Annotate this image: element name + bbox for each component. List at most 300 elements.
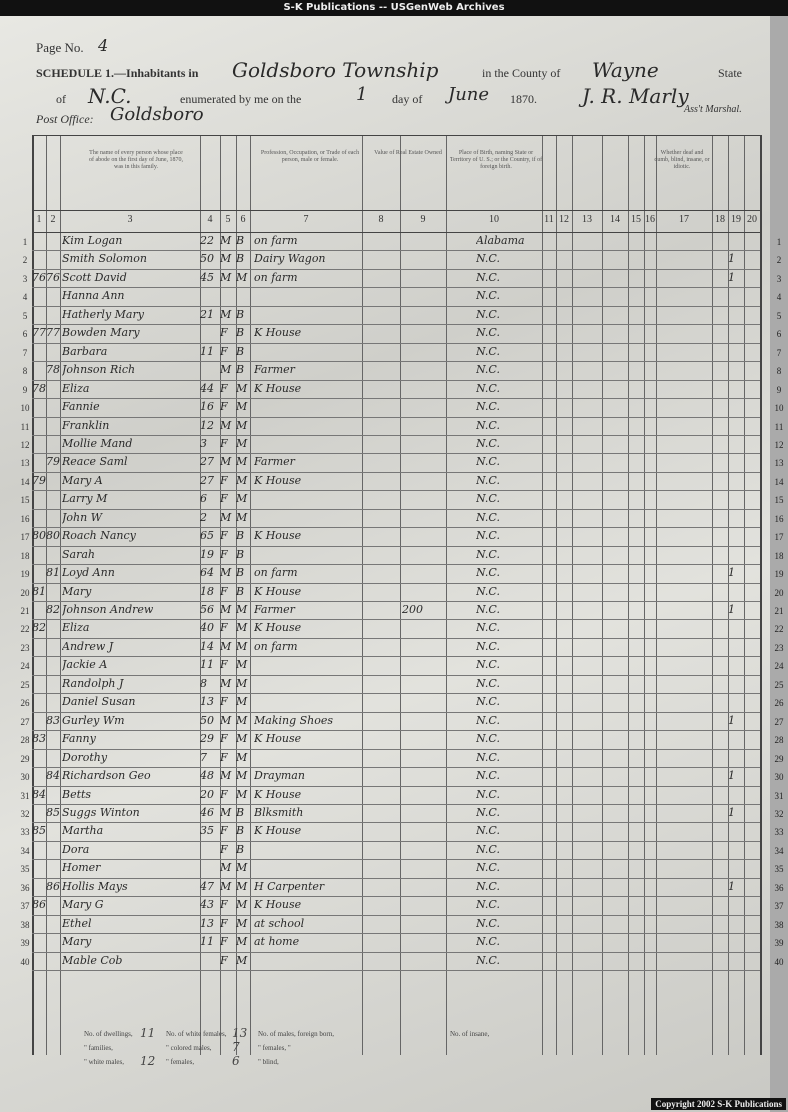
person-name: Richardson Geo <box>62 769 151 783</box>
person-name: Daniel Susan <box>62 695 136 709</box>
family-number: 84 <box>46 769 60 783</box>
adjacent-row-number: 27 <box>774 716 784 727</box>
grid-row-line <box>32 730 760 731</box>
person-name: Scott David <box>62 270 127 284</box>
person-name: Sarah <box>62 547 95 561</box>
row-number: 35 <box>20 864 30 875</box>
grid-row-line <box>32 841 760 842</box>
birthplace: N.C. <box>476 658 500 672</box>
column-number: 17 <box>679 214 689 225</box>
grid-row-line <box>32 952 760 953</box>
footer-families-label: " families, <box>84 1044 113 1052</box>
adjacent-row-number: 15 <box>774 495 784 506</box>
family-number: 77 <box>46 326 60 340</box>
birthplace: N.C. <box>476 676 500 690</box>
grid-row-line <box>32 380 760 381</box>
grid-row-line <box>32 859 760 860</box>
occupation: Farmer <box>254 603 295 616</box>
person-name: Mollie Mand <box>62 436 133 450</box>
birthplace: N.C. <box>476 603 500 616</box>
person-name: Reace Saml <box>62 455 128 469</box>
person-name: Eliza <box>62 621 90 635</box>
row-number: 9 <box>22 384 28 395</box>
grid-row-line <box>32 564 760 565</box>
age: 50 <box>200 713 214 727</box>
row-number: 7 <box>22 347 28 358</box>
birthplace: N.C. <box>476 547 500 561</box>
sex: F <box>220 584 228 598</box>
age: 19 <box>200 547 214 561</box>
dwelling-number: 80 <box>32 529 46 543</box>
real-estate-value: 200 <box>402 603 423 616</box>
occupation: K House <box>254 473 302 487</box>
grid-row-line <box>32 324 760 325</box>
age: 6 <box>200 492 207 506</box>
birthplace: N.C. <box>476 935 500 949</box>
sex: F <box>220 658 228 672</box>
family-number: 83 <box>46 713 60 727</box>
age: 45 <box>200 270 214 284</box>
column-number: 1 <box>36 214 42 225</box>
dwelling-number: 79 <box>32 473 46 487</box>
schedule-label: SCHEDULE 1.—Inhabitants in <box>36 66 199 80</box>
adjacent-row-number: 5 <box>776 310 782 321</box>
grid-vertical-line <box>644 135 645 1055</box>
row-number: 29 <box>20 753 30 764</box>
birthplace: Alabama <box>476 234 525 247</box>
column-number: 20 <box>747 214 757 225</box>
age: 43 <box>200 898 214 912</box>
adjacent-row-number: 10 <box>774 403 784 414</box>
grid-row-line <box>32 435 760 436</box>
adjacent-row-number: 29 <box>774 753 784 764</box>
person-name: Dora <box>62 842 90 856</box>
sex: M <box>220 510 232 524</box>
grid-vertical-line <box>556 135 557 1055</box>
adjacent-row-number: 34 <box>774 845 784 856</box>
row-number: 8 <box>22 366 28 377</box>
row-number: 32 <box>20 808 30 819</box>
footer-foreign-males-label: No. of males, foreign born, <box>258 1030 335 1038</box>
row-number: 6 <box>22 329 28 340</box>
sex: F <box>220 787 228 801</box>
grid-row-line <box>32 619 760 620</box>
color: M <box>236 436 248 450</box>
occupation: H Carpenter <box>254 879 325 893</box>
person-name: Loyd Ann <box>62 566 115 580</box>
grid-row-line <box>32 546 760 547</box>
person-name: Homer <box>62 861 101 875</box>
archive-banner: S-K Publications -- USGenWeb Archives <box>0 0 788 16</box>
person-name: Roach Nancy <box>62 529 136 543</box>
birthplace: N.C. <box>476 400 500 414</box>
person-name: Hatherly Mary <box>62 307 144 321</box>
birthplace: N.C. <box>476 824 500 838</box>
occupation: K House <box>254 787 302 801</box>
color: B <box>236 234 245 247</box>
adjacent-row-number: 16 <box>774 513 784 524</box>
grid-row-line <box>32 878 760 879</box>
age: 8 <box>200 676 207 690</box>
row-number: 13 <box>20 458 30 469</box>
occupation: on farm <box>254 639 298 653</box>
birthplace: N.C. <box>476 898 500 912</box>
birthplace: N.C. <box>476 473 500 487</box>
dwelling-number: 82 <box>32 621 46 635</box>
copyright-notice: Copyright 2002 S-K Publications <box>651 1098 786 1110</box>
occupation: at school <box>254 916 305 930</box>
row-number: 10 <box>20 403 30 414</box>
color: M <box>236 935 248 949</box>
person-name: Hollis Mays <box>62 879 128 893</box>
person-name: Mary A <box>62 473 103 487</box>
birthplace: N.C. <box>476 381 500 395</box>
grid-row-line <box>32 712 760 713</box>
row-number: 26 <box>20 698 30 709</box>
birthplace: N.C. <box>476 584 500 598</box>
age: 48 <box>200 769 214 783</box>
adjacent-row-number: 12 <box>774 439 784 450</box>
color: B <box>236 344 245 358</box>
sex: M <box>220 639 232 653</box>
grid-vertical-line <box>744 135 745 1055</box>
row-number: 22 <box>20 624 30 635</box>
adjacent-row-number: 3 <box>776 273 782 284</box>
column-number: 13 <box>582 214 592 225</box>
person-name: Andrew J <box>62 639 114 653</box>
color: B <box>236 529 245 543</box>
age: 11 <box>200 658 214 672</box>
birthplace: N.C. <box>476 695 500 709</box>
dwelling-number: 86 <box>32 898 46 912</box>
age: 46 <box>200 805 214 819</box>
age: 40 <box>200 621 214 635</box>
grid-row-line <box>32 933 760 934</box>
footer-colored-males: 7 <box>232 1040 240 1054</box>
color: M <box>236 418 248 432</box>
state: N.C. <box>88 84 132 108</box>
adjacent-row-number: 19 <box>774 569 784 580</box>
grid-row-line <box>32 490 760 491</box>
sex: F <box>220 473 228 487</box>
grid-row-line <box>32 287 760 288</box>
footer-dwellings: 11 <box>140 1026 156 1040</box>
footer-blind-label: " blind, <box>258 1058 279 1066</box>
grid-vertical-line <box>760 135 762 1055</box>
occupation: on farm <box>254 270 298 284</box>
row-number: 31 <box>20 790 30 801</box>
post-office: Goldsboro <box>110 104 204 125</box>
footer-dwellings-label: No. of dwellings, <box>84 1030 133 1038</box>
color: B <box>236 824 245 838</box>
row-number: 28 <box>20 735 30 746</box>
family-number: 82 <box>46 603 60 616</box>
age: 16 <box>200 400 214 414</box>
age: 13 <box>200 695 214 709</box>
birthplace: N.C. <box>476 732 500 746</box>
age: 18 <box>200 584 214 598</box>
grid-row-line <box>32 250 760 251</box>
enumeration-day: 1 <box>356 84 368 105</box>
footer-colored-females-label: " females, <box>166 1058 195 1066</box>
sex: F <box>220 326 228 340</box>
sex: F <box>220 529 228 543</box>
adjacent-row-number: 26 <box>774 698 784 709</box>
person-name: John W <box>62 510 103 524</box>
person-name: Mable Cob <box>62 953 123 967</box>
column-number: 12 <box>559 214 569 225</box>
color: M <box>236 769 248 783</box>
footer-white-females-label: No. of white females, <box>166 1030 227 1038</box>
birthplace: N.C. <box>476 363 500 377</box>
color: M <box>236 455 248 469</box>
column-number: 10 <box>489 214 499 225</box>
adjacent-row-number: 31 <box>774 790 784 801</box>
person-name: Jackie A <box>62 658 108 672</box>
birthplace: N.C. <box>476 787 500 801</box>
adjacent-row-number: 35 <box>774 864 784 875</box>
county-label: in the County of <box>482 66 561 80</box>
male-citizen-mark: 1 <box>728 805 735 819</box>
sex: M <box>220 455 232 469</box>
row-number: 14 <box>20 476 30 487</box>
age: 29 <box>200 732 214 746</box>
grid-row-line <box>32 822 760 823</box>
adjacent-row-number: 11 <box>774 421 784 432</box>
grid-row-line <box>32 656 760 657</box>
grid-vertical-line <box>362 135 363 1055</box>
county: Wayne <box>592 58 659 82</box>
footer-white-females: 13 <box>232 1026 248 1040</box>
age: 65 <box>200 529 214 543</box>
grid-row-line <box>32 343 760 344</box>
color: M <box>236 713 248 727</box>
age: 27 <box>200 473 214 487</box>
sex: F <box>220 492 228 506</box>
color: M <box>236 676 248 690</box>
grid-header-line <box>32 135 760 136</box>
dwelling-number: 81 <box>32 584 46 598</box>
adjacent-row-number: 38 <box>774 919 784 930</box>
color: M <box>236 603 248 616</box>
sex: M <box>220 713 232 727</box>
occupation: K House <box>254 732 302 746</box>
sex: M <box>220 805 232 819</box>
footer-foreign-females-label: " females, " <box>258 1044 291 1052</box>
birthplace: N.C. <box>476 879 500 893</box>
color: B <box>236 307 245 321</box>
color: M <box>236 695 248 709</box>
adjacent-row-number: 33 <box>774 827 784 838</box>
grid-row-line <box>32 417 760 418</box>
sex: M <box>220 270 232 284</box>
row-number: 12 <box>20 439 30 450</box>
column-number: 7 <box>303 214 309 225</box>
color: B <box>236 547 245 561</box>
row-number: 40 <box>20 956 30 967</box>
person-name: Larry M <box>62 492 108 506</box>
adjacent-row-number: 20 <box>774 587 784 598</box>
grid-row-line <box>32 749 760 750</box>
township: Goldsboro Township <box>232 58 439 82</box>
row-number: 27 <box>20 716 30 727</box>
occupation: Farmer <box>254 455 295 469</box>
sex: F <box>220 916 228 930</box>
grid-vertical-line <box>628 135 629 1055</box>
birthplace: N.C. <box>476 861 500 875</box>
person-name: Bowden Mary <box>62 326 140 340</box>
grid-vertical-line <box>656 135 657 1055</box>
color: M <box>236 732 248 746</box>
birthplace: N.C. <box>476 805 500 819</box>
column-number: 15 <box>631 214 641 225</box>
person-name: Smith Solomon <box>62 252 147 266</box>
adjacent-row-number: 17 <box>774 532 784 543</box>
person-name: Gurley Wm <box>62 713 125 727</box>
color: B <box>236 252 245 266</box>
row-number: 30 <box>20 772 30 783</box>
occupation: Farmer <box>254 363 295 377</box>
occupation: K House <box>254 326 302 340</box>
column-number: 14 <box>610 214 620 225</box>
color: B <box>236 363 245 377</box>
row-number: 15 <box>20 495 30 506</box>
adjacent-row-number: 4 <box>776 292 782 303</box>
marshal-label: Ass't Marshal. <box>684 104 742 115</box>
grid-vertical-line <box>572 135 573 1055</box>
dwelling-number: 78 <box>32 381 46 395</box>
birthplace: N.C. <box>476 492 500 506</box>
family-number: 86 <box>46 879 60 893</box>
occupation: K House <box>254 529 302 543</box>
col-head-name: The name of every person whose place of abode on the first day of June, 1870, was in this family. <box>89 150 183 170</box>
grid-row-line <box>32 970 760 971</box>
grid-vertical-line <box>60 135 61 1055</box>
birthplace: N.C. <box>476 566 500 580</box>
sex: M <box>220 603 232 616</box>
grid-row-line <box>32 786 760 787</box>
adjacent-row-number: 22 <box>774 624 784 635</box>
row-number: 19 <box>20 569 30 580</box>
sex: M <box>220 861 232 875</box>
row-number: 18 <box>20 550 30 561</box>
footer-colored-females: 6 <box>232 1054 240 1068</box>
occupation: K House <box>254 621 302 635</box>
color: M <box>236 750 248 764</box>
dwelling-number: 84 <box>32 787 46 801</box>
person-name: Mary <box>62 935 92 949</box>
age: 56 <box>200 603 214 616</box>
adjacent-row-number: 21 <box>774 606 784 616</box>
family-number: 79 <box>46 455 60 469</box>
page-label: Page No. <box>36 40 84 55</box>
age: 50 <box>200 252 214 266</box>
occupation: at home <box>254 935 300 949</box>
age: 2 <box>200 510 207 524</box>
color: M <box>236 510 248 524</box>
birthplace: N.C. <box>476 953 500 967</box>
footer-insane-label: No. of insane, <box>450 1030 490 1038</box>
birthplace: N.C. <box>476 307 500 321</box>
column-number: 19 <box>731 214 741 225</box>
grid-row-line <box>32 361 760 362</box>
age: 7 <box>200 750 207 764</box>
col-head-occupation: Profession, Occupation, or Trade of each person, male or female. <box>260 150 360 163</box>
sex: F <box>220 621 228 635</box>
person-name: Randolph J <box>62 676 124 690</box>
enumeration-year: 1870. <box>510 92 537 106</box>
age: 11 <box>200 935 214 949</box>
post-office-label: Post Office: <box>36 112 94 126</box>
grid-row-line <box>32 306 760 307</box>
footer-white-males-label: " white males, <box>84 1058 124 1066</box>
sex: F <box>220 824 228 838</box>
birthplace: N.C. <box>476 713 500 727</box>
person-name: Franklin <box>62 418 110 432</box>
person-name: Dorothy <box>62 750 108 764</box>
birthplace: N.C. <box>476 344 500 358</box>
age: 27 <box>200 455 214 469</box>
occupation: on farm <box>254 566 298 580</box>
adjacent-row-number: 14 <box>774 476 784 487</box>
page-number: 4 <box>98 36 109 55</box>
grid-vertical-line <box>602 135 603 1055</box>
sex: F <box>220 381 228 395</box>
birthplace: N.C. <box>476 916 500 930</box>
age: 3 <box>200 436 207 450</box>
birthplace: N.C. <box>476 418 500 432</box>
footer-colored-males-label: " colored males, <box>166 1044 212 1052</box>
sex: F <box>220 953 228 967</box>
person-name: Betts <box>62 787 92 801</box>
sex: M <box>220 769 232 783</box>
grid-row-line <box>32 601 760 602</box>
age: 14 <box>200 639 214 653</box>
person-name: Barbara <box>62 344 108 358</box>
sex: F <box>220 935 228 949</box>
color: M <box>236 270 248 284</box>
row-number: 17 <box>20 532 30 543</box>
adjacent-row-number: 9 <box>776 384 782 395</box>
person-name: Suggs Winton <box>62 805 140 819</box>
row-number: 11 <box>20 421 30 432</box>
color: M <box>236 861 248 875</box>
color: M <box>236 953 248 967</box>
dwelling-number: 83 <box>32 732 46 746</box>
occupation: K House <box>254 824 302 838</box>
color: M <box>236 787 248 801</box>
person-name: Johnson Andrew <box>62 603 154 616</box>
person-name: Hanna Ann <box>62 289 125 303</box>
color: M <box>236 916 248 930</box>
color: B <box>236 326 245 340</box>
person-name: Eliza <box>62 381 90 395</box>
adjacent-row-number: 13 <box>774 458 784 469</box>
birthplace: N.C. <box>476 750 500 764</box>
grid-row-line <box>32 398 760 399</box>
grid-vertical-line <box>250 135 251 1055</box>
grid-row-line <box>32 583 760 584</box>
grid-row-line <box>32 896 760 897</box>
adjacent-row-number: 32 <box>774 808 784 819</box>
adjacent-row-number: 1 <box>776 237 782 247</box>
person-name: Martha <box>62 824 104 838</box>
birthplace: N.C. <box>476 621 500 635</box>
grid-vertical-line <box>400 135 401 1055</box>
person-name: Fanny <box>62 732 96 746</box>
age: 20 <box>200 787 214 801</box>
color: M <box>236 381 248 395</box>
